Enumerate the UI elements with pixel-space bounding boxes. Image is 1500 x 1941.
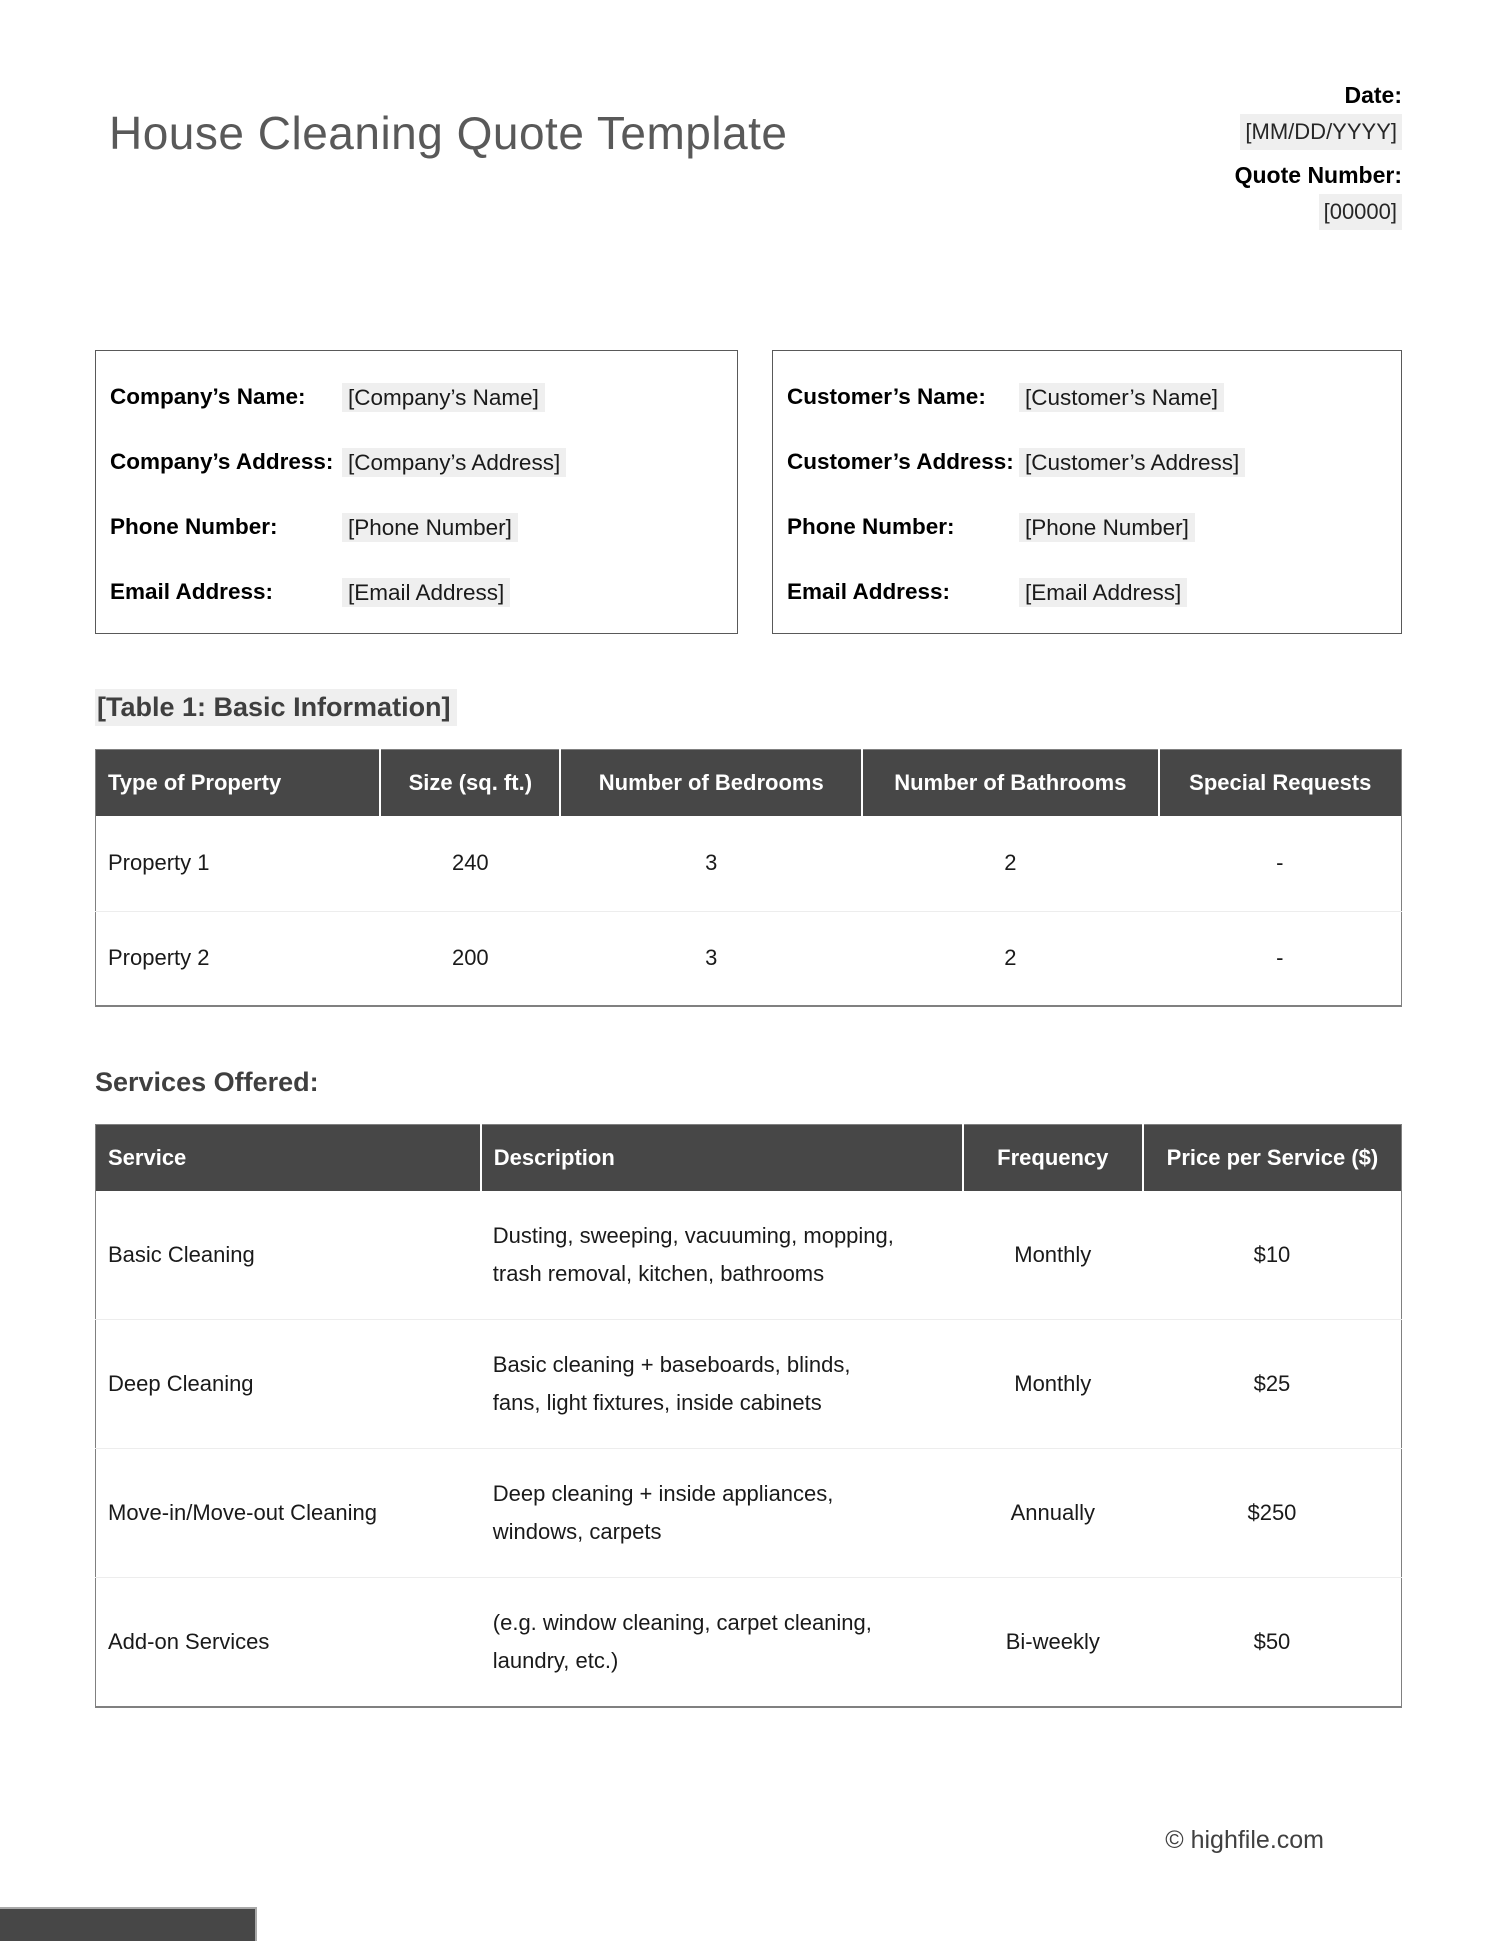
cell-price: $50 xyxy=(1253,1629,1291,1654)
col-header-frequency: Frequency xyxy=(963,1125,1143,1192)
cell-special-requests: - xyxy=(1276,945,1284,971)
customer-address-placeholder-field[interactable]: [Customer’s Address] xyxy=(1019,448,1245,477)
company-email-row xyxy=(110,578,723,607)
customer-name-placeholder-field[interactable]: [Customer’s Name] xyxy=(1019,383,1224,412)
copyright-footer: © highfile.com xyxy=(1165,1826,1324,1854)
company-info-box xyxy=(95,350,738,634)
company-address-placeholder-field[interactable]: [Company’s Address] xyxy=(342,448,566,477)
customer-email-label: Email Address: xyxy=(787,579,950,604)
company-phone-placeholder-field[interactable]: [Phone Number] xyxy=(342,513,518,542)
table-row-deep-cleaning xyxy=(96,1320,1402,1449)
cell-description: Deep cleaning + inside appliances, windows, carpets xyxy=(492,1481,834,1544)
company-address-label: Company’s Address: xyxy=(110,449,334,474)
cell-frequency: Annually xyxy=(1010,1500,1095,1525)
cell-service: Basic Cleaning xyxy=(108,1242,255,1267)
cell-service: Move-in/Move-out Cleaning xyxy=(108,1500,378,1525)
cell-description: (e.g. window cleaning, carpet cleaning, laundry, etc.) xyxy=(492,1610,872,1673)
company-name-row xyxy=(110,383,723,412)
cell-description: Basic cleaning + baseboards, blinds, fans, light fixtures, inside cabinets xyxy=(492,1352,851,1415)
customer-address-row xyxy=(787,448,1387,477)
services-header-row xyxy=(96,1125,1402,1192)
cell-bathrooms: 2 xyxy=(1004,945,1017,971)
customer-name-row xyxy=(787,383,1387,412)
page-corner-bar xyxy=(0,1907,257,1941)
basic-information-header-row xyxy=(96,750,1402,817)
basic-information-table xyxy=(95,749,1402,1007)
contact-info-section xyxy=(95,350,1402,634)
cell-bedrooms: 3 xyxy=(705,945,718,971)
cell-property-name: Property 1 xyxy=(108,850,210,876)
quote-number-label: Quote Number: xyxy=(1234,162,1402,188)
cell-bedrooms: 3 xyxy=(705,850,718,876)
col-header-bathrooms: Number of Bathrooms xyxy=(862,750,1158,817)
cell-service: Deep Cleaning xyxy=(108,1371,254,1396)
cell-frequency: Bi-weekly xyxy=(1005,1629,1100,1654)
cell-description: Dusting, sweeping, vacuuming, mopping, trash removal, kitchen, bathrooms xyxy=(492,1223,894,1286)
table-row-move-in-move-out-cleaning xyxy=(96,1449,1402,1578)
document-header xyxy=(95,0,1402,238)
cell-service: Add-on Services xyxy=(108,1629,270,1654)
basic-information-heading xyxy=(95,692,1402,723)
cell-price: $25 xyxy=(1253,1371,1291,1396)
col-header-bedrooms: Number of Bedrooms xyxy=(560,750,862,817)
quote-meta xyxy=(1235,78,1402,238)
cell-special-requests: - xyxy=(1276,850,1284,876)
customer-phone-row xyxy=(787,513,1387,542)
col-header-type-of-property: Type of Property xyxy=(96,750,381,817)
cell-bathrooms: 2 xyxy=(1004,850,1017,876)
company-email-placeholder-field[interactable]: [Email Address] xyxy=(342,578,510,607)
cell-frequency: Monthly xyxy=(1014,1242,1092,1267)
services-offered-heading: Services Offered: xyxy=(95,1067,319,1097)
date-label: Date: xyxy=(1344,82,1402,108)
company-name-placeholder-field[interactable]: [Company’s Name] xyxy=(342,383,545,412)
col-header-description: Description xyxy=(481,1125,963,1192)
customer-email-row xyxy=(787,578,1387,607)
company-address-row xyxy=(110,448,723,477)
company-phone-row xyxy=(110,513,723,542)
table-row-property-1 xyxy=(96,816,1402,911)
company-phone-label: Phone Number: xyxy=(110,514,278,539)
company-email-label: Email Address: xyxy=(110,579,273,604)
customer-phone-placeholder-field[interactable]: [Phone Number] xyxy=(1019,513,1195,542)
cell-frequency: Monthly xyxy=(1014,1371,1092,1396)
customer-info-box xyxy=(772,350,1402,634)
cell-size: 200 xyxy=(451,945,489,971)
customer-email-placeholder-field[interactable]: [Email Address] xyxy=(1019,578,1187,607)
cell-size: 240 xyxy=(451,850,489,876)
col-header-size: Size (sq. ft.) xyxy=(380,750,560,817)
table-row-property-2 xyxy=(96,911,1402,1006)
col-header-service: Service xyxy=(96,1125,481,1192)
company-name-label: Company’s Name: xyxy=(110,384,306,409)
services-offered-table xyxy=(95,1124,1402,1708)
cell-property-name: Property 2 xyxy=(108,945,210,971)
date-placeholder-field[interactable]: [MM/DD/YYYY] xyxy=(1240,114,1402,150)
customer-phone-label: Phone Number: xyxy=(787,514,955,539)
customer-address-label: Customer’s Address: xyxy=(787,449,1014,474)
col-header-price: Price per Service ($) xyxy=(1143,1125,1402,1192)
col-header-special-requests: Special Requests xyxy=(1159,750,1402,817)
table-row-basic-cleaning xyxy=(96,1191,1402,1320)
basic-information-heading-text: [Table 1: Basic Information] xyxy=(95,689,457,726)
page-title: House Cleaning Quote Template xyxy=(109,107,788,159)
table-row-add-on-services xyxy=(96,1578,1402,1708)
cell-price: $250 xyxy=(1247,1500,1297,1525)
customer-name-label: Customer’s Name: xyxy=(787,384,986,409)
cell-price: $10 xyxy=(1253,1242,1291,1267)
quote-number-placeholder-field[interactable]: [00000] xyxy=(1319,194,1402,230)
